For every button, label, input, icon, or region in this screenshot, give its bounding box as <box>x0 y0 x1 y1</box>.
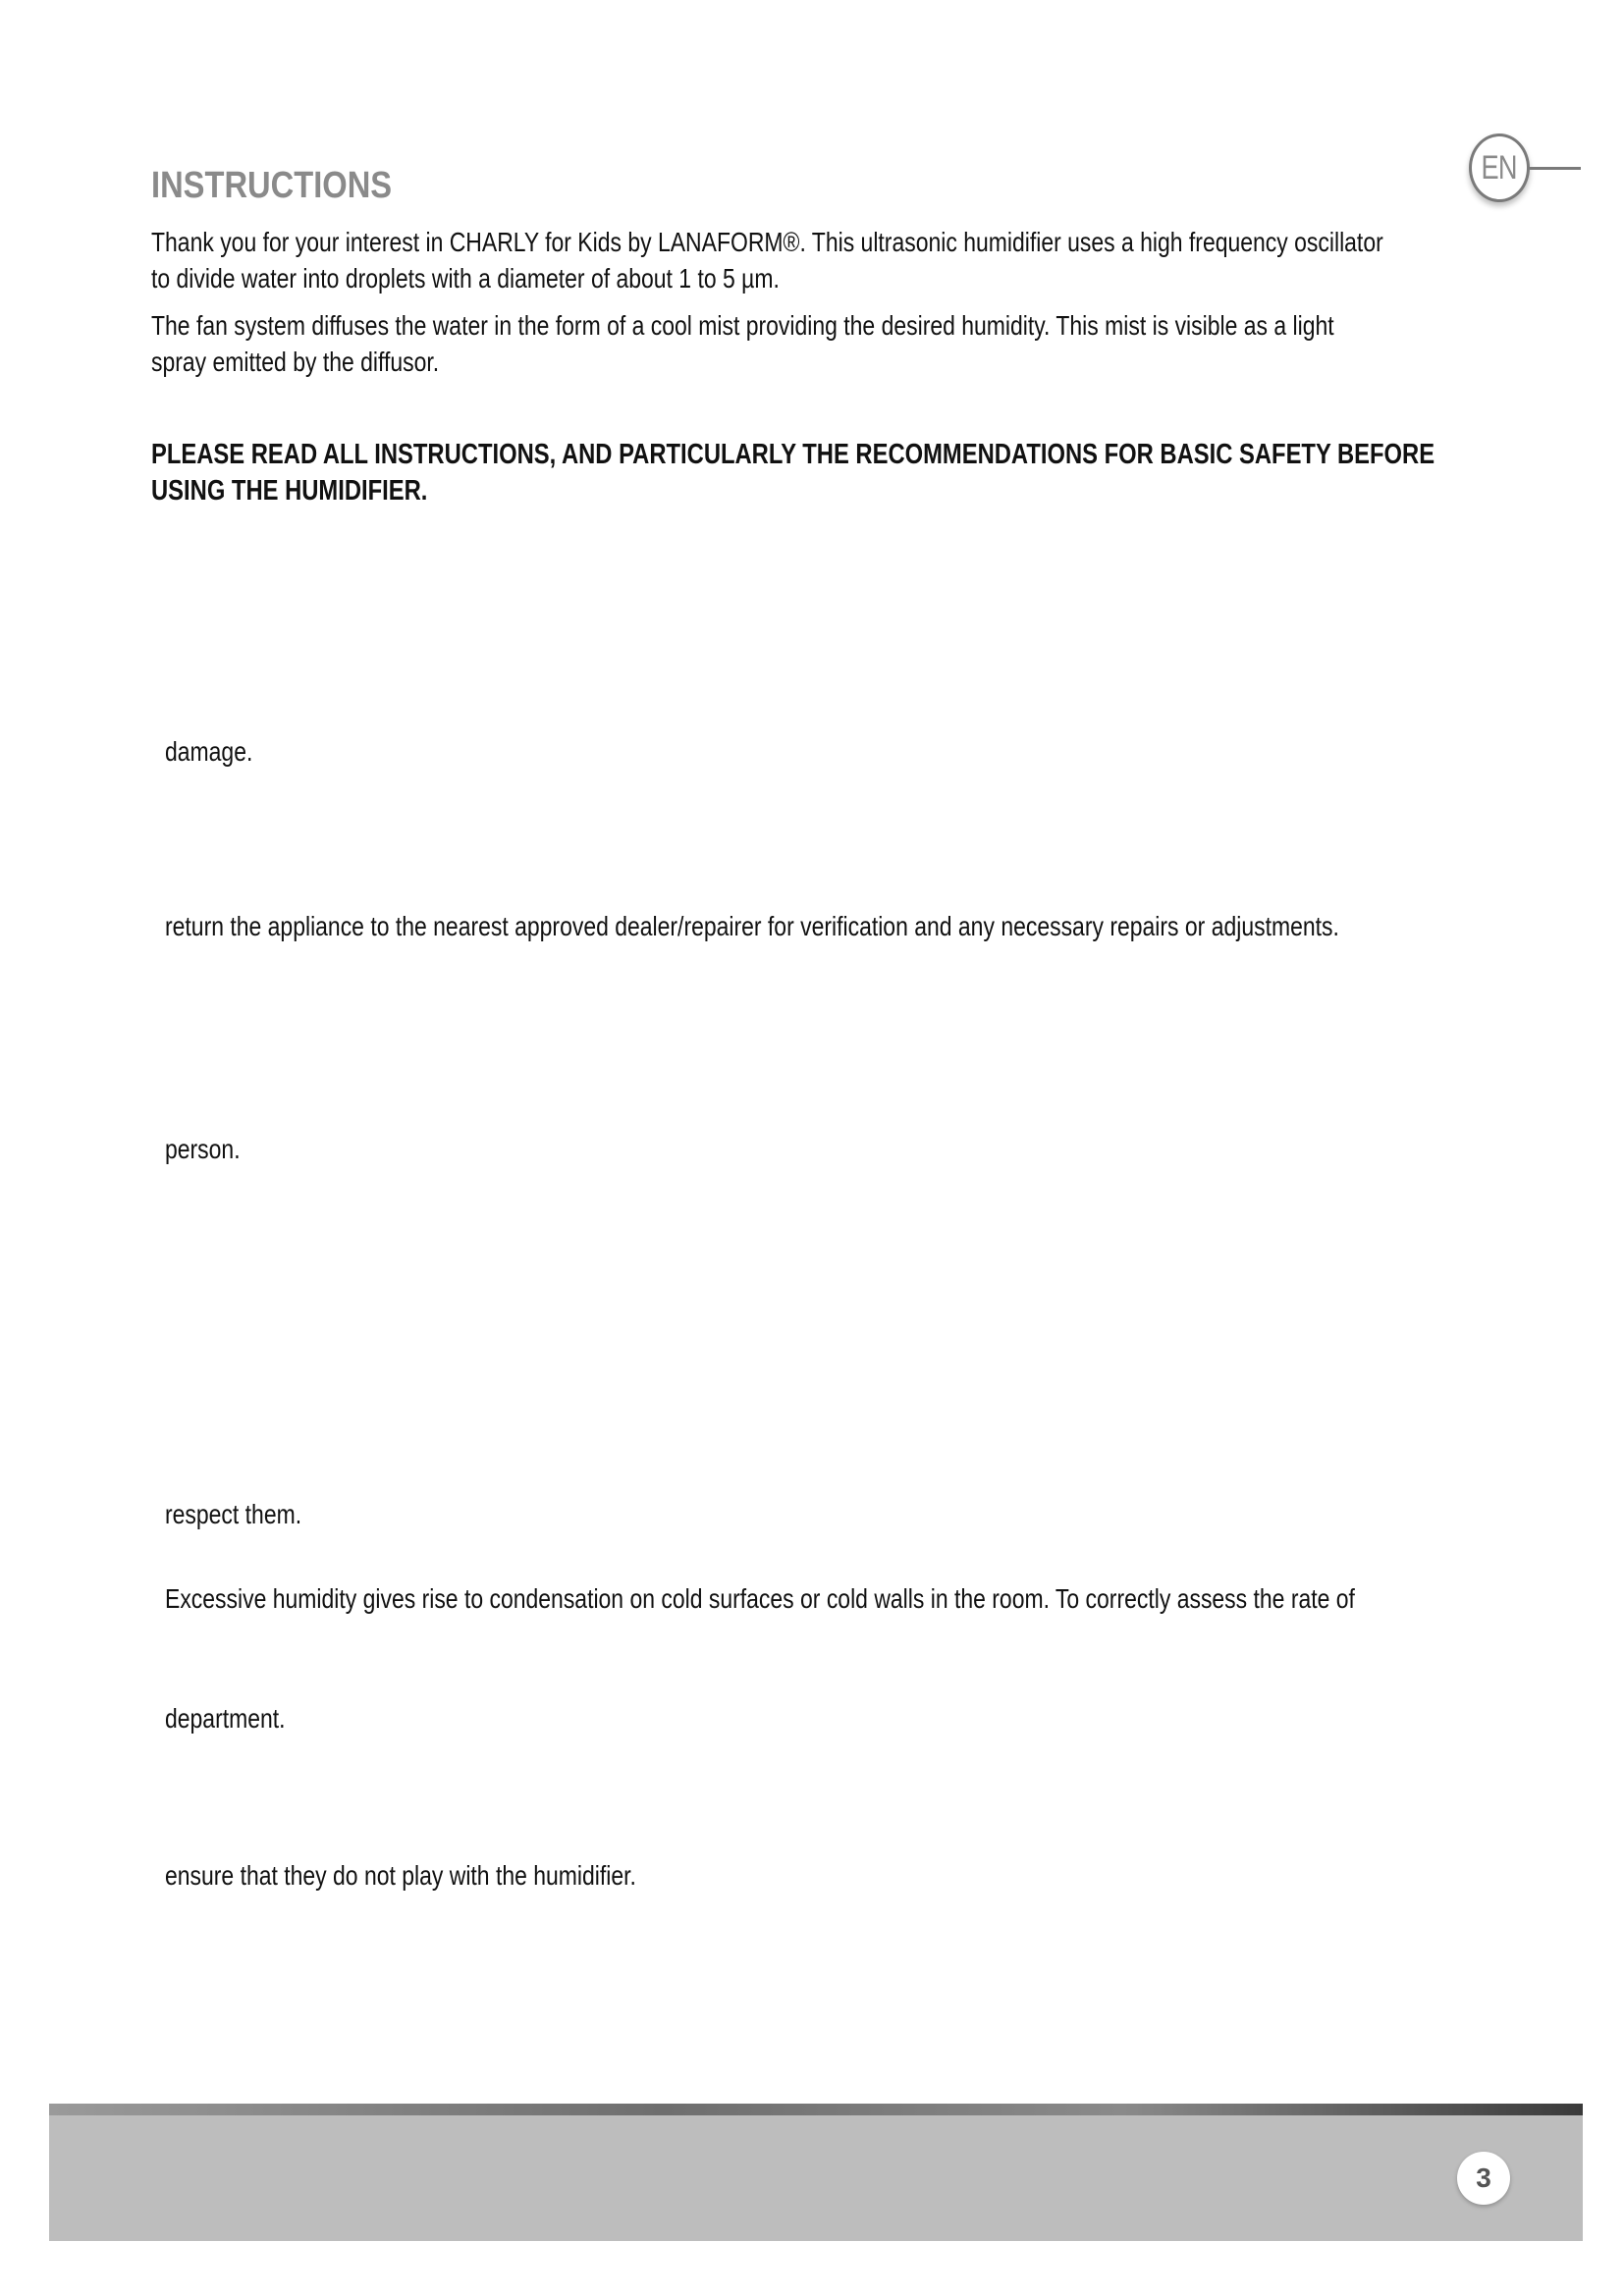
safety-warning <box>151 437 1435 509</box>
warning-line-2: USING THE HUMIDIFIER. <box>151 475 428 507</box>
language-badge-label: EN <box>1481 148 1518 187</box>
page-number: 3 <box>1457 2152 1510 2205</box>
footer-strip <box>49 2104 1583 2115</box>
text-fragment-return-appliance: return the appliance to the nearest approved dealer/repairer for verification and any necessary repairs or adjustments. <box>165 911 1339 941</box>
intro-line-1: Thank you for your interest in CHARLY for Kids by LANAFORM®. This ultrasonic humidifier uses a high frequency oscillator <box>151 227 1383 257</box>
text-fragment-department: department. <box>165 1703 286 1734</box>
warning-line-1: PLEASE READ ALL INSTRUCTIONS, AND PARTICULARLY THE RECOMMENDATIONS FOR BASIC SAFETY BEFORE <box>151 439 1435 470</box>
fan-line-2: spray emitted by the diffusor. <box>151 347 440 377</box>
language-badge <box>1469 133 1530 202</box>
text-fragment-children: ensure that they do not play with the humidifier. <box>165 1860 636 1891</box>
text-fragment-person: person. <box>165 1134 241 1164</box>
fan-paragraph <box>151 307 1334 380</box>
text-fragment-damage: damage. <box>165 736 253 767</box>
language-badge-line <box>1530 167 1581 170</box>
text-fragment-respect-them: respect them. <box>165 1499 302 1529</box>
fan-line-1: The fan system diffuses the water in the form of a cool mist providing the desired humidity. This mist is visible as a light <box>151 310 1334 341</box>
intro-line-2: to divide water into droplets with a diameter of about 1 to 5 µm. <box>151 263 780 294</box>
intro-paragraph <box>151 224 1383 296</box>
page-title: INSTRUCTIONS <box>151 165 393 206</box>
footer-band <box>49 2104 1583 2241</box>
text-fragment-excessive-humidity: Excessive humidity gives rise to condensation on cold surfaces or cold walls in the room. To correctly assess the rate of <box>165 1583 1355 1614</box>
